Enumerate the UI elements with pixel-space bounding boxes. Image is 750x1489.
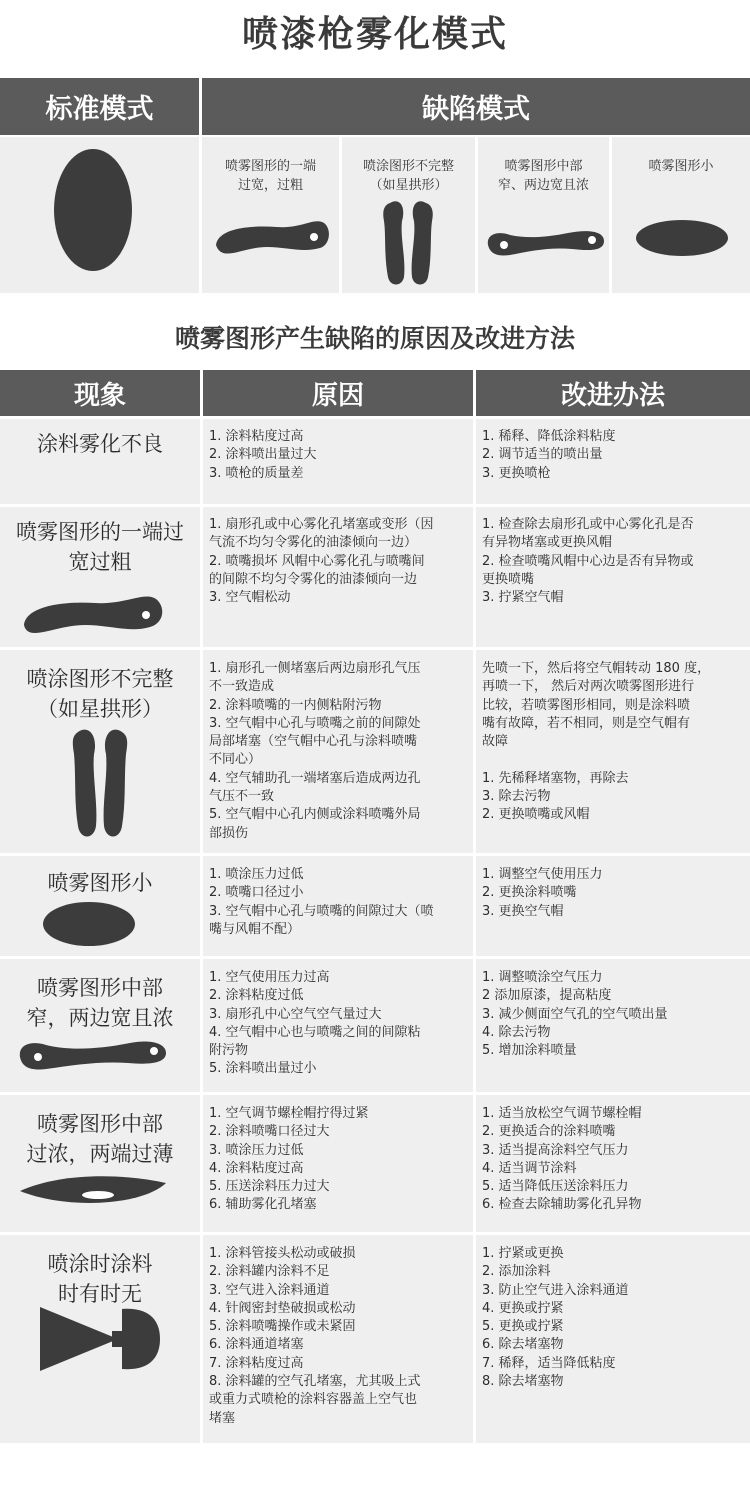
phenomenon-label: 喷雾图形小 — [47, 871, 153, 895]
fix-line: 1. 先稀释堵塞物，再除去 — [482, 770, 629, 786]
defect-panel-small — [612, 137, 750, 293]
fix-line: 4. 适当调节涂料 — [482, 1160, 577, 1176]
fix-cell — [476, 507, 750, 647]
cause-cell — [203, 1235, 473, 1443]
cause-line: 4. 空气辅助孔一端堵塞后造成两边孔 — [209, 770, 421, 786]
fix-line: 更换喷嘴 — [482, 571, 535, 587]
fix-line: 4. 更换或拧紧 — [482, 1300, 564, 1316]
cause-line: 嘴与风帽不配） — [209, 921, 301, 937]
cause-line: 6. 涂料通道堵塞 — [209, 1337, 304, 1353]
cause-line: 6. 辅助雾化孔堵塞 — [209, 1197, 317, 1213]
cause-line: 3. 喷涂压力过低 — [209, 1142, 304, 1158]
column-header-fix: 改进办法 — [476, 370, 750, 416]
phenomenon-cell — [0, 959, 200, 1092]
fix-line — [482, 751, 746, 769]
fix-cell — [476, 650, 750, 853]
cause-cell — [203, 959, 473, 1092]
phenomenon-label: 时有时无 — [58, 1282, 142, 1306]
cause-line: 2. 涂料粘度过低 — [209, 988, 304, 1004]
defect-mode-header: 缺陷模式 — [202, 78, 750, 135]
defect-label: （如星拱形） — [369, 178, 448, 193]
cause-cell — [203, 419, 473, 504]
fix-line: 2. 更换适合的涂料喷嘴 — [482, 1124, 616, 1140]
oval-pattern-icon — [0, 137, 199, 293]
table-row — [0, 856, 750, 956]
table-row — [0, 650, 750, 853]
dense-middle-pattern-icon — [0, 1095, 200, 1232]
phenomenon-cell — [0, 856, 200, 956]
cause-line: 局部堵塞（空气帽中心孔与涂料喷嘴 — [209, 734, 418, 750]
standard-pattern-panel — [0, 137, 199, 293]
cause-line: 8. 涂料罐的空气孔堵塞，尤其吸上式 — [209, 1374, 421, 1390]
fix-cell — [476, 1235, 750, 1443]
defect-label: 喷雾图形中部 — [504, 159, 583, 174]
fix-cell — [476, 856, 750, 956]
fix-line: 故障 — [482, 734, 509, 750]
fix-line: 8. 除去堵塞物 — [482, 1374, 564, 1390]
fix-line: 2. 添加涂料 — [482, 1264, 551, 1280]
fix-line: 3. 拧紧空气帽 — [482, 590, 564, 606]
fix-line: 2 添加原漆，提高粘度 — [482, 988, 612, 1004]
cause-line: 4. 涂料粘度过高 — [209, 1160, 304, 1176]
table-row — [0, 1235, 750, 1443]
phenomenon-cell — [0, 1095, 200, 1232]
fix-line: 嘴有故障，若不相同，则是空气帽有 — [482, 715, 691, 731]
phenomenon-label: 喷雾图形中部 — [37, 1112, 163, 1136]
cause-line: 3. 空气帽中心孔与喷嘴之前的间隙处 — [209, 715, 421, 731]
fix-line: 1. 拧紧或更换 — [482, 1246, 564, 1261]
phenomenon-cell — [0, 1235, 200, 1443]
cause-line: 7. 涂料粘度过高 — [209, 1355, 304, 1371]
cause-line: 3. 空气帽松动 — [209, 590, 291, 606]
fix-line: 比较，若喷雾图形相同，则是涂料喷 — [482, 697, 691, 713]
cause-line: 3. 喷枪的质量差 — [209, 465, 304, 481]
defect-label: 过宽，过粗 — [237, 178, 303, 193]
phenomenon-cell — [0, 650, 200, 853]
defect-label: 窄、两边宽且浓 — [497, 178, 589, 193]
one-end-wide-pattern-icon — [0, 507, 200, 647]
cause-line: 2. 涂料喷嘴口径过大 — [209, 1124, 330, 1140]
one-end-wide-pattern-icon — [202, 137, 339, 293]
fix-line: 有异物堵塞或更换风帽 — [482, 535, 613, 551]
phenomenon-label: 喷涂时涂料 — [47, 1252, 153, 1276]
cause-line: 的间隙不均匀令雾化的油漆倾向一边 — [209, 571, 418, 587]
cause-line: 2. 喷嘴损坏 风帽中心雾化孔与喷嘴间 — [209, 553, 425, 569]
fix-line: 3. 除去污物 — [482, 789, 551, 805]
fix-line: 6. 检查去除辅助雾化孔异物 — [482, 1197, 642, 1213]
fix-line: 3. 防止空气进入涂料通道 — [482, 1282, 629, 1298]
cause-cell — [203, 507, 473, 647]
cause-line: 不一致造成 — [209, 679, 275, 695]
fix-line: 2. 检查喷嘴风帽中心边是否有异物或 — [482, 553, 694, 569]
phenomenon-label: 喷雾图形中部 — [37, 976, 163, 1000]
cause-line: 部损伤 — [209, 825, 249, 841]
fix-line: 5. 适当降低压送涂料压力 — [482, 1179, 629, 1195]
star-arch-pattern-icon — [342, 137, 475, 293]
fix-cell — [476, 1095, 750, 1232]
fix-line: 4. 除去污物 — [482, 1024, 551, 1040]
defect-label: 喷雾图形的一端 — [224, 159, 316, 174]
cause-line: 附污物 — [209, 1043, 249, 1059]
fix-line: 1. 调整空气使用压力 — [482, 867, 603, 882]
cause-line: 2. 涂料罐内涂料不足 — [209, 1264, 330, 1280]
cause-line: 1. 空气使用压力过高 — [209, 970, 330, 985]
fix-line: 3. 更换喷枪 — [482, 465, 551, 481]
fix-line: 2. 更换喷嘴或风帽 — [482, 807, 590, 823]
fix-line: 3. 更换空气帽 — [482, 903, 564, 919]
cause-line: 3. 空气帽中心孔与喷嘴的间隙过大（喷 — [209, 903, 434, 919]
cause-line: 5. 涂料喷嘴操作或未紧固 — [209, 1319, 356, 1335]
cause-line: 4. 空气帽中心也与喷嘴之间的间隙粘 — [209, 1024, 421, 1040]
phenomenon-label: 喷涂图形不完整 — [26, 667, 174, 691]
defect-label: 喷雾图形小 — [648, 159, 714, 174]
phenomenon-label: 过浓，两端过薄 — [26, 1142, 174, 1166]
cause-cell — [203, 650, 473, 853]
fix-line: 1. 检查除去扇形孔或中心雾化孔是否 — [482, 517, 694, 532]
phenomenon-label: （如星拱形） — [37, 697, 163, 721]
cause-line: 不同心） — [209, 752, 262, 768]
fix-line: 2. 调节适当的喷出量 — [482, 447, 603, 463]
fix-cell — [476, 959, 750, 1092]
defect-panel-one-end-wide — [202, 137, 339, 293]
fix-line: 2. 更换涂料喷嘴 — [482, 885, 577, 901]
cause-line: 气流不均匀令雾化的油漆倾向一边） — [209, 535, 418, 551]
table-row — [0, 1095, 750, 1232]
cause-line: 5. 压送涂料压力过大 — [209, 1179, 330, 1195]
phenomenon-label: 喷雾图形的一端过 — [16, 520, 184, 544]
cause-line: 2. 喷嘴口径过小 — [209, 885, 304, 901]
cause-line: 3. 空气进入涂料通道 — [209, 1282, 330, 1298]
fix-line: 7. 稀释，适当降低粘度 — [482, 1355, 616, 1371]
column-header-phenomenon: 现象 — [0, 370, 200, 416]
fix-line: 再喷一下， 然后对两次喷雾图形进行 — [482, 679, 695, 695]
fix-line: 1. 适当放松空气调节螺栓帽 — [482, 1106, 642, 1121]
phenomenon-cell — [0, 507, 200, 647]
cause-line: 5. 涂料喷出量过小 — [209, 1061, 317, 1077]
fix-line: 先喷一下，然后将空气帽转动 180 度， — [482, 661, 711, 676]
fix-line: 1. 调整喷涂空气压力 — [482, 970, 603, 985]
phenomenon-label: 宽过粗 — [68, 550, 132, 574]
fix-line: 3. 减少侧面空气孔的空气喷出量 — [482, 1006, 668, 1022]
fix-line: 1. 稀释、降低涂料粘度 — [482, 429, 616, 444]
cause-line: 1. 涂料管接头松动或破损 — [209, 1246, 356, 1261]
cause-line: 1. 喷涂压力过低 — [209, 867, 304, 882]
narrow-middle-pattern-icon — [478, 137, 609, 293]
cause-line: 4. 针阀密封垫破损或松动 — [209, 1300, 356, 1316]
table-row — [0, 419, 750, 504]
cause-line: 5. 空气帽中心孔内侧或涂料喷嘴外局 — [209, 807, 421, 823]
defect-panel-narrow-middle — [478, 137, 609, 293]
fix-line: 6. 除去堵塞物 — [482, 1337, 564, 1353]
fix-cell — [476, 419, 750, 504]
cause-line: 气压不一致 — [209, 789, 275, 805]
standard-mode-header: 标准模式 — [0, 78, 199, 135]
phenomenon-cell — [0, 419, 200, 504]
column-header-cause: 原因 — [203, 370, 473, 416]
fix-line: 5. 更换或拧紧 — [482, 1319, 564, 1335]
defect-panel-star-arch — [342, 137, 475, 293]
phenomenon-label: 涂料雾化不良 — [37, 432, 163, 456]
small-oval-pattern-icon — [612, 137, 750, 293]
intermittent-spray-pattern-icon — [0, 1235, 200, 1443]
cause-line: 3. 扇形孔中心空气空气量过大 — [209, 1006, 382, 1022]
phenomenon-label: 窄，两边宽且浓 — [26, 1006, 174, 1030]
cause-line: 1. 扇形孔一侧堵塞后两边扇形孔气压 — [209, 661, 421, 676]
fix-line: 3. 适当提高涂料空气压力 — [482, 1142, 629, 1158]
cause-cell — [203, 856, 473, 956]
cause-cell — [203, 1095, 473, 1232]
table-row — [0, 507, 750, 647]
defect-label: 喷涂图形不完整 — [362, 159, 454, 174]
cause-line: 堵塞 — [209, 1410, 236, 1426]
cause-line: 2. 涂料喷出量过大 — [209, 447, 317, 463]
section-subtitle: 喷雾图形产生缺陷的原因及改进方法 — [174, 324, 575, 353]
cause-line: 2. 涂料喷嘴的一内侧粘附污物 — [209, 697, 382, 713]
table-row — [0, 959, 750, 1092]
star-arch-pattern-icon — [0, 650, 200, 853]
cause-line: 或重力式喷枪的涂料容器盖上空气也 — [209, 1392, 418, 1408]
cause-line: 1. 扇形孔或中心雾化孔堵塞或变形（因 — [209, 517, 434, 532]
cause-line: 1. 涂料粘度过高 — [209, 429, 304, 444]
small-oval-pattern-icon — [0, 856, 200, 956]
cause-line: 1. 空气调节螺栓帽拧得过紧 — [209, 1106, 369, 1121]
narrow-middle-pattern-icon — [0, 959, 200, 1092]
page-title: 喷漆枪雾化模式 — [241, 13, 508, 55]
fix-line: 5. 增加涂料喷量 — [482, 1043, 577, 1059]
